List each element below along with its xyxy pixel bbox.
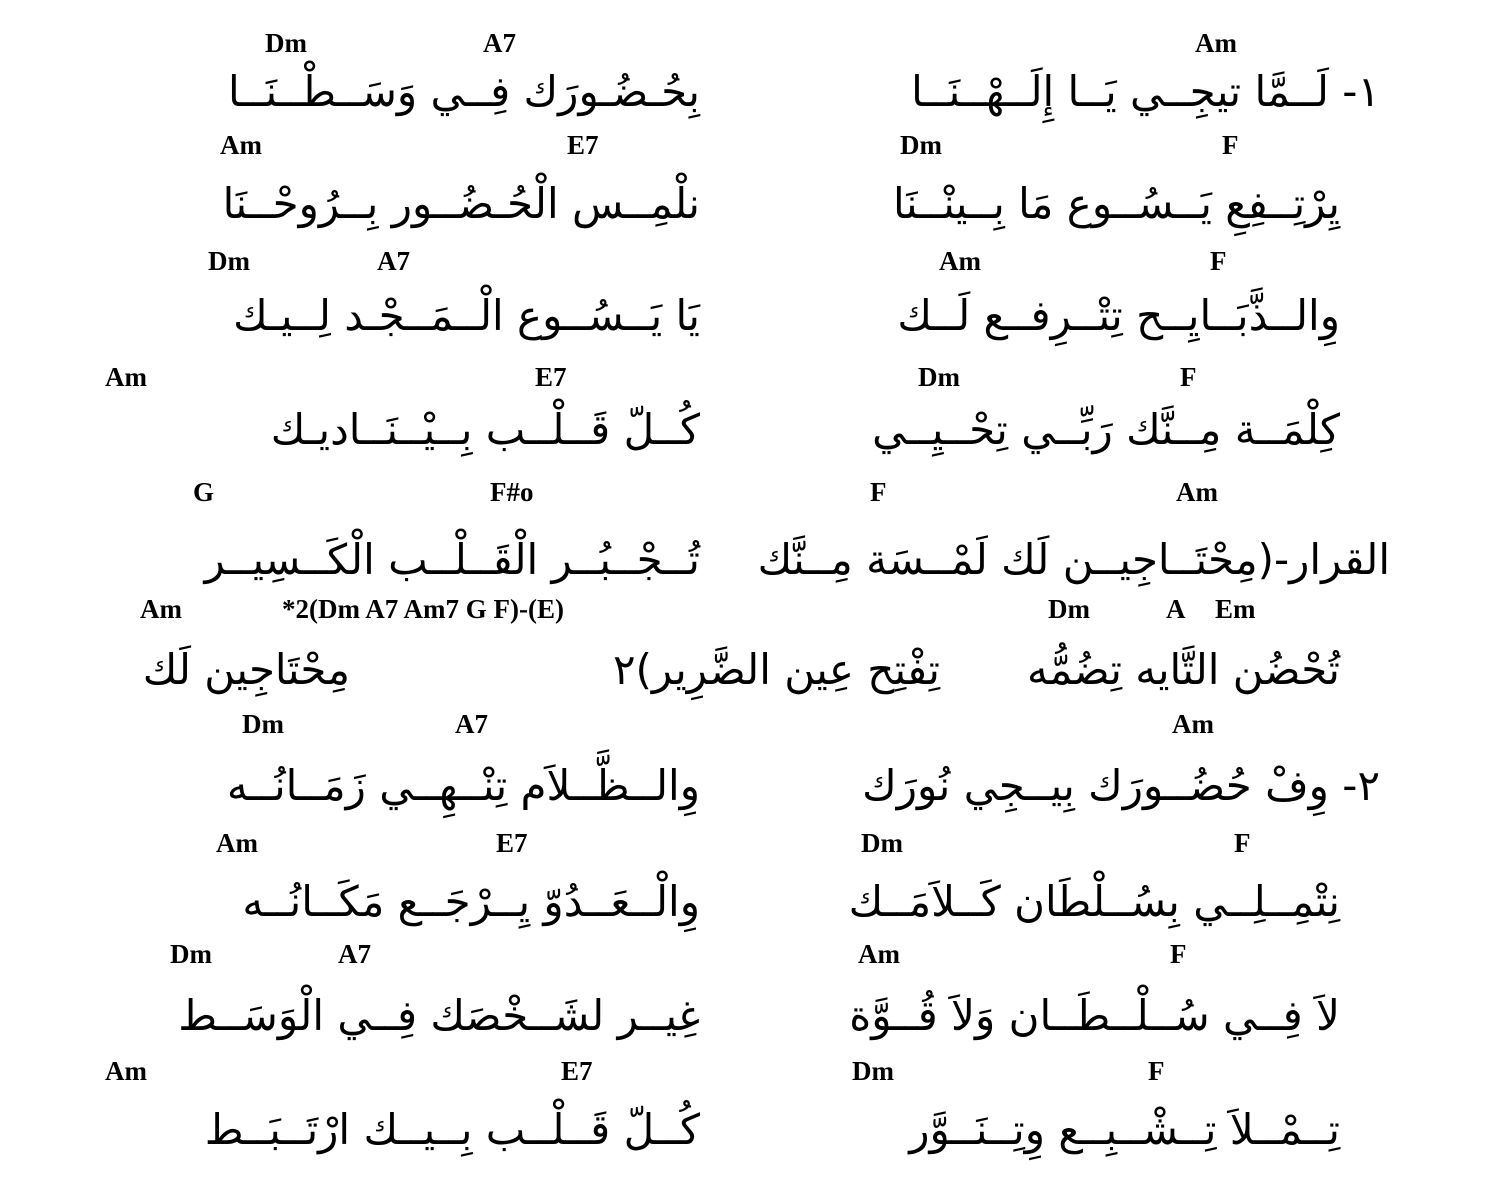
chord: G: [193, 477, 215, 507]
chord: E7: [496, 828, 528, 858]
chord: E7: [567, 130, 599, 160]
lyric-line-left: نلْمِــس الْحُـضُــور بِــرُوحْــنَا: [222, 179, 700, 228]
chord: Dm: [861, 828, 903, 858]
chord: A7: [338, 939, 371, 969]
lyric-line-right: تِــمْــلاَ تِــشْــبِــع وِتِــنَــوَّر: [909, 1105, 1340, 1154]
lyric-line-right: تُحْضُن التَّايه تِضُمُّه: [1027, 645, 1340, 694]
chord: Am: [858, 939, 900, 969]
lyric-line-left: وِالــظَّــلاَم تِنْــهِــي زَمَــانُــه: [226, 761, 700, 810]
lyric-line-right: ١- لَــمَّا تيجِــي يَــا إِلَــهْــنَــا: [911, 67, 1380, 116]
lyric-line-right: نِتْمِــلِــي بِسُــلْطَان كَــلاَمَــك: [848, 877, 1340, 926]
lyric-line-right: لاَ فِــي سُــلْــطَــان وَلاَ قُــوَّة: [849, 991, 1340, 1040]
lyric-line-left: بِحُـضُـورَك فِــي وَسَــطْــنَــا: [227, 67, 700, 116]
lyric-line-left: كُــلّ قَــلْــب بِــيــك ارْتَــبَــط: [204, 1105, 700, 1154]
chord: Dm: [852, 1056, 894, 1086]
chord: F: [1210, 246, 1227, 276]
lyric-line-middle: تِفْتِح عِين الضَّرِير)٢: [612, 645, 940, 694]
chord: Dm: [1048, 594, 1090, 624]
chord: E7: [561, 1056, 593, 1086]
chord: Dm: [242, 709, 284, 739]
chord: A7: [483, 28, 516, 58]
chord: Am: [939, 246, 981, 276]
lyric-line-left: غِيــر لشَــخْصَك فِــي الْوَسَــط: [178, 991, 700, 1040]
chord: Am: [105, 1056, 147, 1086]
chord: A7: [377, 246, 410, 276]
lyric-line-left: تُــجْــبُــر الْقَــلْــب الْكَــسِيــر: [204, 535, 700, 584]
chord: *2(Dm A7 Am7 G F)-(E): [282, 594, 564, 624]
lyric-line-left: كُــلّ قَــلْــب بِــيْــنَــاديـك: [270, 405, 700, 454]
chord: Am: [105, 362, 147, 392]
lyric-line-right: كِلْمَــة مِــنَّك رَبِّــي تِحْــيِــي: [872, 405, 1340, 454]
lyric-line-left: مِحْتَاجِين لَك: [142, 645, 350, 694]
chord: Em: [1215, 594, 1256, 624]
chord: F: [1170, 939, 1187, 969]
lyric-line-right: ٢- وِفْ حُضُــورَك بِيــجِي نُورَك: [862, 761, 1380, 810]
chord: Am: [1172, 709, 1214, 739]
chord: Dm: [900, 130, 942, 160]
chord: Dm: [208, 246, 250, 276]
chord: F: [1180, 362, 1197, 392]
chord: F: [1222, 130, 1239, 160]
lyric-line-right: يِرْتِــفِعِ يَــسُــوع مَا بِــينْــنَا: [893, 179, 1340, 228]
chord: Dm: [265, 28, 307, 58]
chord: Dm: [170, 939, 212, 969]
chord: Am: [216, 828, 258, 858]
chord: Am: [220, 130, 262, 160]
chorus-label-line: القرار-(مِحْتَــاجِيــن لَك لَمْــسَة مِــنَّك: [757, 535, 1390, 584]
lyric-line-right: وِالــذَّبَــايِــح تِتْــرِفــع لَــك: [897, 291, 1340, 340]
chord: F#o: [490, 477, 534, 507]
chord: Am: [1176, 477, 1218, 507]
chord: Am: [1195, 28, 1237, 58]
chord: F: [1234, 828, 1251, 858]
chord: A: [1166, 594, 1186, 624]
lyric-line-left: وِالْــعَــدُوّ يِــرْجَــع مَكَــانُــه: [242, 877, 700, 926]
chord: A7: [455, 709, 488, 739]
lyric-line-left: يَا يَــسُــوع الْــمَــجْـد لِــيـك: [233, 291, 700, 340]
chord: F: [870, 477, 887, 507]
chord: Dm: [918, 362, 960, 392]
chord: Am: [140, 594, 182, 624]
chord: F: [1148, 1056, 1165, 1086]
chord: E7: [535, 362, 567, 392]
